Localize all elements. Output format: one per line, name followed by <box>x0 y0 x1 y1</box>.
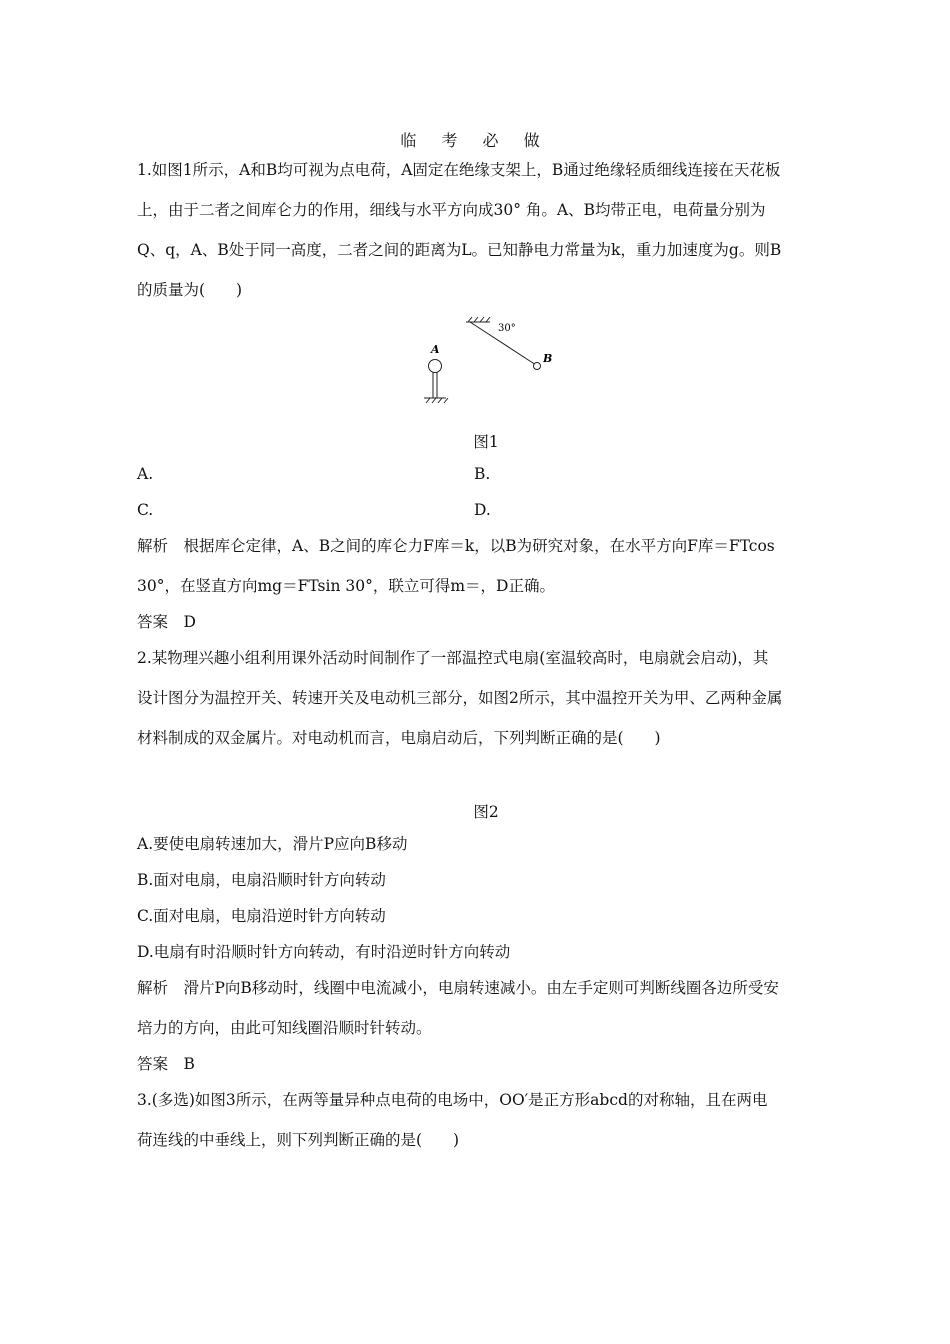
q1-option-b: B. <box>474 465 491 483</box>
q2-line-3: 材料制成的双金属片。对电动机而言，电扇启动后，下列判断正确的是( ) <box>137 729 661 747</box>
ground-hatch <box>424 398 448 403</box>
charge-b <box>534 363 541 370</box>
figure-2-caption: 图2 <box>473 803 499 821</box>
page-title: 临 考 必 做 <box>400 131 550 150</box>
figure-1-diagram <box>418 316 558 408</box>
q1-line-3: Q、q，A、B处于同一高度，二者之间的距离为L。已知静电力常量为k，重力加速度为g。则B <box>137 241 782 259</box>
q1-option-d: D. <box>474 501 491 519</box>
q2-option-a: A.要使电扇转速加大，滑片P应向B移动 <box>137 835 408 853</box>
q2-analysis-line-1: 解析 滑片P向B移动时，线圈中电流减小，电扇转速减小。由左手定则可判断线圈各边所受安 <box>137 979 779 997</box>
label-a: A <box>431 343 440 356</box>
ceiling-hatch <box>466 317 490 322</box>
figure-1-caption: 图1 <box>473 433 499 451</box>
q1-option-c: C. <box>137 501 154 519</box>
q1-analysis-line-2: 30°，在竖直方向mg＝FTsin 30°，联立可得m＝，D正确。 <box>137 577 555 595</box>
q2-option-c: C.面对电扇，电扇沿逆时针方向转动 <box>137 907 386 925</box>
q2-line-2: 设计图分为温控开关、转速开关及电动机三部分，如图2所示，其中温控开关为甲、乙两种金属 <box>137 689 783 707</box>
q3-line-1: 3.(多选)如图3所示，在两等量异种点电荷的电场中，OO′是正方形abcd的对称轴，且在两电 <box>137 1091 768 1109</box>
q1-line-2: 上，由于二者之间库仑力的作用，细线与水平方向成30° 角。A、B均带正电，电荷量分别为 <box>137 201 766 219</box>
q2-analysis-line-2: 培力的方向，由此可知线圈沿顺时针转动。 <box>137 1019 432 1037</box>
q3-line-2: 荷连线的中垂线上，则下列判断正确的是( ) <box>137 1131 460 1149</box>
q2-option-d: D.电扇有时沿顺时针方向转动，有时沿逆时针方向转动 <box>137 943 511 961</box>
q1-option-a: A. <box>137 465 154 483</box>
label-b: B <box>543 352 553 365</box>
q1-analysis-line-1: 解析 根据库仑定律，A、B之间的库仑力F库＝k，以B为研究对象，在水平方向F库＝FTcos <box>137 537 775 555</box>
q2-option-b: B.面对电扇，电扇沿顺时针方向转动 <box>137 871 386 889</box>
q2-line-1: 2.某物理兴趣小组利用课外活动时间制作了一部温控式电扇(室温较高时，电扇就会启动)，其 <box>137 649 769 667</box>
q1-line-1: 1.如图1所示，A和B均可视为点电荷，A固定在绝缘支架上，B通过绝缘轻质细线连接在天花板 <box>137 161 781 179</box>
q1-line-4: 的质量为( ) <box>137 281 243 299</box>
q2-answer: 答案 B <box>137 1055 195 1073</box>
charge-a <box>429 360 442 373</box>
q1-answer: 答案 D <box>137 613 196 631</box>
angle-label: 30° <box>498 323 516 334</box>
